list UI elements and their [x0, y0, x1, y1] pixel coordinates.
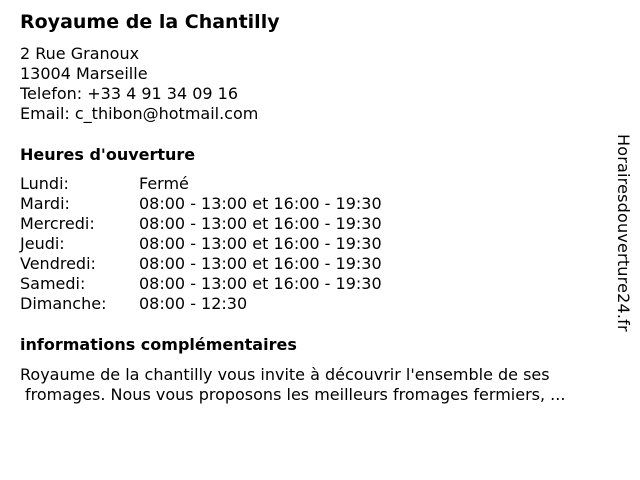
hours-row-friday [20, 254, 382, 274]
phone-number: Telefon: +33 4 91 34 09 16 [20, 84, 239, 103]
contact-block [20, 44, 258, 124]
hours-row-sunday [20, 294, 382, 314]
time-value: 08:00 - 12:30 [139, 294, 248, 313]
site-watermark: Horairesdouverture24.fr [614, 134, 633, 332]
day-label: Samedi: [20, 274, 86, 293]
city-address: 13004 Marseille [20, 64, 148, 83]
time-value: 08:00 - 13:00 et 16:00 - 19:30 [139, 254, 382, 273]
day-label: Mercredi: [20, 214, 95, 233]
description-line: Royaume de la chantilly vous invite à découvrir l'ensemble de ses [20, 365, 550, 384]
business-name: Royaume de la Chantilly [20, 11, 280, 33]
time-value: Fermé [139, 174, 189, 193]
hours-row-monday [20, 174, 382, 194]
time-value: 08:00 - 13:00 et 16:00 - 19:30 [139, 274, 382, 293]
email-address: Email: c_thibon@hotmail.com [20, 104, 259, 123]
additional-info-heading: informations complémentaires [20, 335, 297, 354]
opening-hours-table [20, 174, 382, 314]
time-value: 08:00 - 13:00 et 16:00 - 19:30 [139, 214, 382, 233]
day-label: Mardi: [20, 194, 70, 213]
day-label: Jeudi: [20, 234, 65, 253]
day-label: Dimanche: [20, 294, 107, 313]
opening-hours-heading: Heures d'ouverture [20, 145, 196, 164]
day-label: Lundi: [20, 174, 69, 193]
hours-row-thursday [20, 234, 382, 254]
day-label: Vendredi: [20, 254, 96, 273]
street-address: 2 Rue Granoux [20, 44, 140, 63]
time-value: 08:00 - 13:00 et 16:00 - 19:30 [139, 194, 382, 213]
description-line: fromages. Nous vous proposons les meilleurs fromages fermiers, ... [25, 385, 566, 404]
time-value: 08:00 - 13:00 et 16:00 - 19:30 [139, 234, 382, 253]
hours-row-tuesday [20, 194, 382, 214]
hours-row-saturday [20, 274, 382, 294]
description-text [20, 365, 620, 405]
hours-row-wednesday [20, 214, 382, 234]
